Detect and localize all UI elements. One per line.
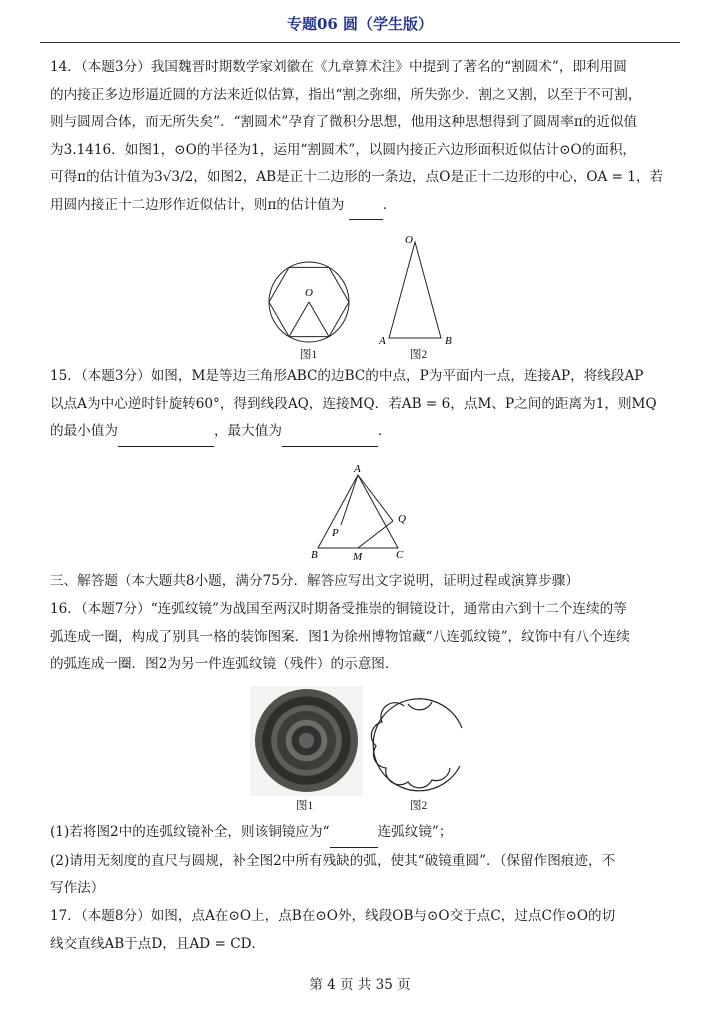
q15-line-3-b: ，最大值为	[213, 423, 282, 439]
q16-sub2-line-2: 写作法）	[50, 880, 105, 896]
q15-label-c: C	[396, 549, 404, 561]
section-3-heading: 三、解答题（本大题共8小题，满分75分．解答应写出文字说明，证明过程或演算步骤）	[50, 573, 579, 589]
question-14	[50, 54, 675, 220]
q15-label-a: A	[354, 463, 361, 475]
q15-label-b: B	[311, 549, 318, 561]
q14-fig1-radius-right	[309, 302, 329, 337]
q16-sub1	[50, 819, 675, 848]
q15-segment-aq	[358, 475, 393, 521]
q16-sub1-blank[interactable]	[330, 819, 378, 848]
q16-fig2-caption: 图2	[410, 800, 428, 812]
q16-figure-2	[364, 688, 474, 798]
q14-fig2-label-o: O	[405, 234, 413, 246]
q16-sub1-a: (1)若将图2中的连弧纹镜补全，则该铜镜应为“	[50, 824, 330, 840]
q16-line-3: 的弧连成一圈．图2为另一件连弧纹镜（残件）的示意图．	[50, 656, 399, 672]
q14-line-6-text: 用圆内接正十二边形作近似估计，则π的估计值为	[50, 196, 345, 213]
q14-line-2: 的内接正多边形逼近圆的方法来近似估算，指出“割之弥细，所失弥少．割之又割，以至于不可割，	[50, 86, 642, 103]
q15-line-3-c: ．	[377, 423, 392, 439]
q15-min-blank[interactable]	[118, 418, 214, 447]
q14-fig2-triangle	[389, 242, 441, 338]
q16-fig2-outer-arc	[373, 699, 462, 791]
q17-line-2: 线交直线AB于点D，且AD = CD．	[50, 935, 266, 952]
q14-line-1: 14．（本题3分）我国魏晋时期数学家刘徽在《九章算术注》中提到了著名的“割圆术”，即利用圆	[50, 59, 627, 75]
q16-sub2-line-1: (2)请用无刻度的直尺与圆规，补全图2中所有残缺的弧，使其“破镜重圆”．（保留作图痕迹，不	[50, 852, 616, 869]
question-17	[50, 903, 675, 958]
q16-subquestions	[50, 819, 675, 903]
q14-fig2-caption: 图2	[410, 349, 428, 361]
page-footer: 第 4 页 共 35 页	[309, 977, 411, 993]
page-header: 专题06 圆（学生版）	[40, 6, 680, 43]
q16-fig2-upper-arc	[408, 702, 432, 710]
q14-line-5: 可得π的估计值为3√3/2，如图2，AB是正十二边形的一条边，点O是正十二边形的中心，OA = 1，若	[50, 169, 664, 185]
q15-segment-mq	[358, 521, 393, 548]
q14-fig2-label-a: A	[379, 335, 386, 346]
q14-fig1-label-o: O	[305, 287, 313, 299]
q14-line-4: 为3.1416．如图1，⊙O的半径为1，运用“割圆术”，以圆内接正六边形面积近似估计⊙O的面积，	[50, 141, 637, 158]
q14-answer-blank[interactable]	[349, 192, 383, 221]
q15-figure	[300, 462, 420, 564]
q15-line-2: 以点A为中心逆时针旋转60°，得到线段AQ，连接MQ．若AB = 6，点M、P之间的距离为1，则MQ	[50, 395, 657, 412]
bronze-mirror-photo	[255, 689, 358, 792]
q16-sub1-b: 连弧纹镜”；	[377, 824, 453, 840]
q16-line-1: 16．（本题7分）“连弧纹镜”为战国至两汉时期备受推崇的铜镜设计，通常由六到十二个连续的等	[50, 601, 627, 617]
q15-label-q: Q	[398, 513, 406, 525]
q16-fig1-caption: 图1	[296, 800, 314, 812]
q15-line-3-a: 的最小值为	[50, 423, 118, 439]
q14-fig1-radius-left	[289, 302, 309, 337]
q15-max-blank[interactable]	[282, 418, 378, 447]
q14-line-6-end: ．	[382, 196, 397, 213]
q15-line-3	[50, 418, 675, 447]
question-15	[50, 363, 675, 447]
question-16	[50, 596, 675, 679]
q15-label-m: M	[353, 551, 363, 563]
q15-line-1: 15．（本题3分）如图，M是等边三角形ABC的边BC的中点，P为平面内一点，连接AP，将线段AP	[50, 368, 644, 384]
q14-line-3: 则与圆周合体，而无所失矣”．“割圆术”孕育了微积分思想，他用这种思想得到了圆周率π的近似值	[50, 114, 638, 130]
q17-line-1: 17．（本题8分）如图，点A在⊙O上，点B在⊙O外，线段OB与⊙O交于点C，过点C作⊙O的切	[50, 908, 616, 924]
q15-segment-ap	[341, 475, 358, 525]
q14-fig2-label-b: B	[445, 335, 452, 346]
q15-label-p: P	[332, 527, 339, 539]
q14-fig1-caption: 图1	[300, 349, 318, 361]
q16-line-2: 弧连成一圈，构成了别具一格的装饰图案．图1为徐州博物馆藏“八连弧纹镜”，纹饰中有八个连续	[50, 628, 630, 645]
q14-figure-1	[262, 258, 362, 348]
q14-figure-2	[375, 234, 465, 346]
q14-line-6	[50, 192, 675, 221]
